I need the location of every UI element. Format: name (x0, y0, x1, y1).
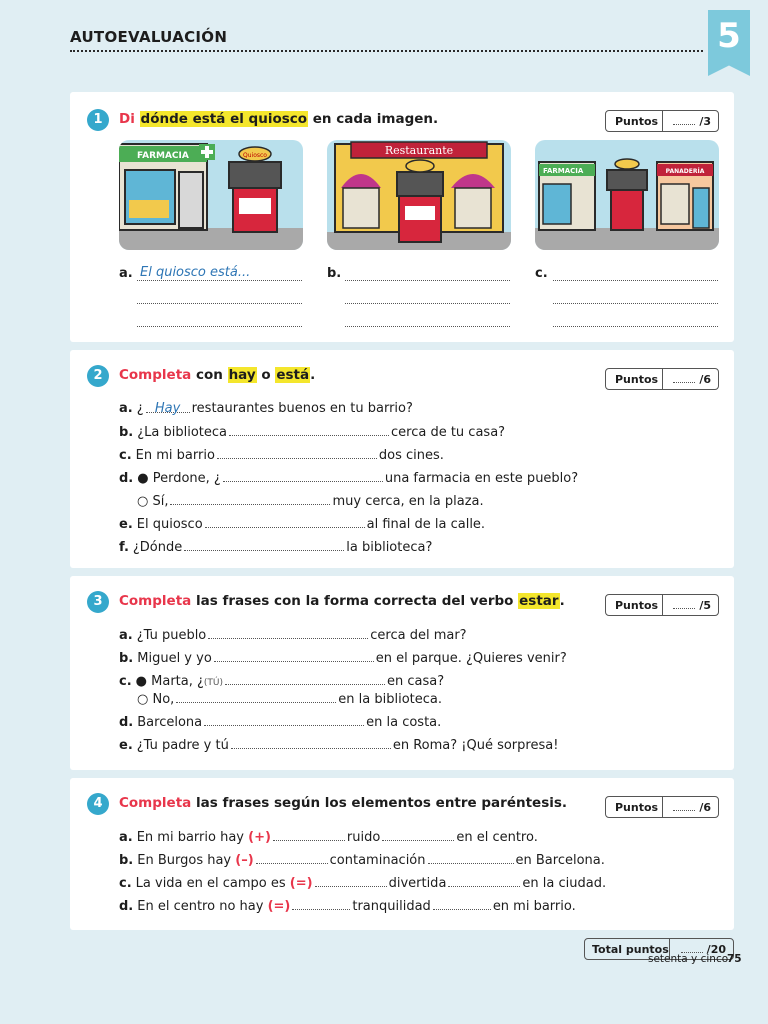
svg-text:Restaurante: Restaurante (384, 144, 454, 157)
exercise-number: 4 (87, 793, 109, 815)
sentence-d: d. En el centro no hay (=) tranquilidad en mi barrio. (119, 899, 576, 914)
answer-blank[interactable] (256, 852, 328, 864)
exercise-instruction: Completa las frases con la forma correcta del verbo estar. (119, 593, 565, 609)
answer-blank[interactable] (315, 875, 387, 887)
answer-line-a2[interactable] (137, 303, 302, 304)
exercise-number: 3 (87, 591, 109, 613)
sentence-c: c. En mi barrio dos cines. (119, 448, 444, 463)
scene-b-image (327, 140, 511, 250)
answer-blank[interactable] (217, 447, 377, 459)
answer-blank[interactable]: Hay (146, 401, 190, 413)
exercise-1-card (70, 92, 734, 342)
sentence-b: b. Miguel y yo en el parque. ¿Quieres venir? (119, 651, 567, 666)
answer-blank[interactable] (448, 875, 520, 887)
exercise-number: 2 (87, 365, 109, 387)
exercise-instruction: Di dónde está el quiosco en cada imagen. (119, 111, 439, 127)
answer-line-c3[interactable] (553, 326, 718, 327)
exercise-4-card (70, 778, 734, 930)
answer-blank[interactable] (382, 829, 454, 841)
answer-line-b1[interactable] (345, 280, 510, 281)
answer-blank[interactable] (223, 470, 383, 482)
answer-blank[interactable] (231, 737, 391, 749)
sentence-b: b. ¿La biblioteca cerca de tu casa? (119, 425, 506, 440)
answer-blank[interactable] (433, 898, 491, 910)
sentence-d: d. ● Perdone, ¿ una farmacia en este pueblo? (119, 471, 579, 486)
answer-line-b3[interactable] (345, 326, 510, 327)
answer-blank[interactable] (214, 650, 374, 662)
exercise-instruction: Completa las frases según los elementos entre paréntesis. (119, 795, 568, 811)
answer-line-a3[interactable] (137, 326, 302, 327)
answer-blank[interactable] (225, 673, 385, 685)
answer-blank[interactable] (170, 493, 330, 505)
page-title: AUTOEVALUACIÓN (70, 28, 228, 46)
svg-text:Quiosco: Quiosco (243, 152, 267, 159)
sentence-f: f. ¿Dónde la biblioteca? (119, 540, 433, 555)
scene-a-image (119, 140, 303, 250)
points-box: Puntos /5 (605, 594, 719, 616)
sentence-d: d. Barcelona en la costa. (119, 715, 442, 730)
answer-blank[interactable] (205, 516, 365, 528)
sentence-a: a. ¿ Hay restaurantes buenos en tu barrio? (119, 401, 413, 416)
answer-label-a: a. (119, 266, 133, 281)
answer-blank[interactable] (176, 691, 336, 703)
points-box: Puntos /3 (605, 110, 719, 132)
answer-line-c2[interactable] (553, 303, 718, 304)
answer-label-c: c. (535, 266, 548, 281)
page-number: 75 (727, 953, 742, 965)
sentence-c-reply: ○ No, en la biblioteca. (137, 692, 443, 707)
total-points-box: Total puntos /20 (584, 938, 734, 960)
title-divider (70, 50, 703, 52)
sentence-c: c. ● Marta, ¿(TÚ) en casa? (119, 674, 445, 689)
answer-blank[interactable] (428, 852, 514, 864)
answer-blank[interactable] (208, 627, 368, 639)
sentence-d-reply: ○ Sí, muy cerca, en la plaza. (137, 494, 484, 509)
answer-blank[interactable] (229, 424, 389, 436)
answer-line-a1[interactable] (137, 280, 302, 281)
exercise-instruction: Completa con hay o está. (119, 367, 316, 383)
exercise-number: 1 (87, 109, 109, 131)
exercise-3-card (70, 576, 734, 770)
example-answer: El quiosco está... (140, 265, 251, 280)
sentence-c: c. La vida en el campo es (=) divertida en la ciudad. (119, 876, 607, 891)
sentence-a: a. En mi barrio hay (+) ruido en el centro. (119, 830, 538, 845)
answer-blank[interactable] (204, 714, 364, 726)
sentence-b: b. En Burgos hay (–) contaminación en Barcelona. (119, 853, 605, 868)
answer-line-b2[interactable] (345, 303, 510, 304)
svg-text:FARMACIA: FARMACIA (137, 151, 189, 161)
unit-number: 5 (717, 16, 741, 56)
sentence-e: e. El quiosco al final de la calle. (119, 517, 486, 532)
scene-c-image (535, 140, 719, 250)
sentence-a: a. ¿Tu pueblo cerca del mar? (119, 628, 467, 643)
sentence-e: e. ¿Tu padre y tú en Roma? ¡Qué sorpresa! (119, 738, 559, 753)
points-box: Puntos /6 (605, 796, 719, 818)
answer-blank[interactable] (184, 539, 344, 551)
svg-text:FARMACIA: FARMACIA (543, 167, 584, 175)
answer-blank[interactable] (273, 829, 345, 841)
svg-text:PANADERÍA: PANADERÍA (665, 168, 705, 175)
page-number-words: setenta y cinco (648, 953, 729, 965)
answer-label-b: b. (327, 266, 342, 281)
answer-line-c1[interactable] (553, 280, 718, 281)
answer-blank[interactable] (292, 898, 350, 910)
exercise-2-card (70, 350, 734, 568)
points-box: Puntos /6 (605, 368, 719, 390)
